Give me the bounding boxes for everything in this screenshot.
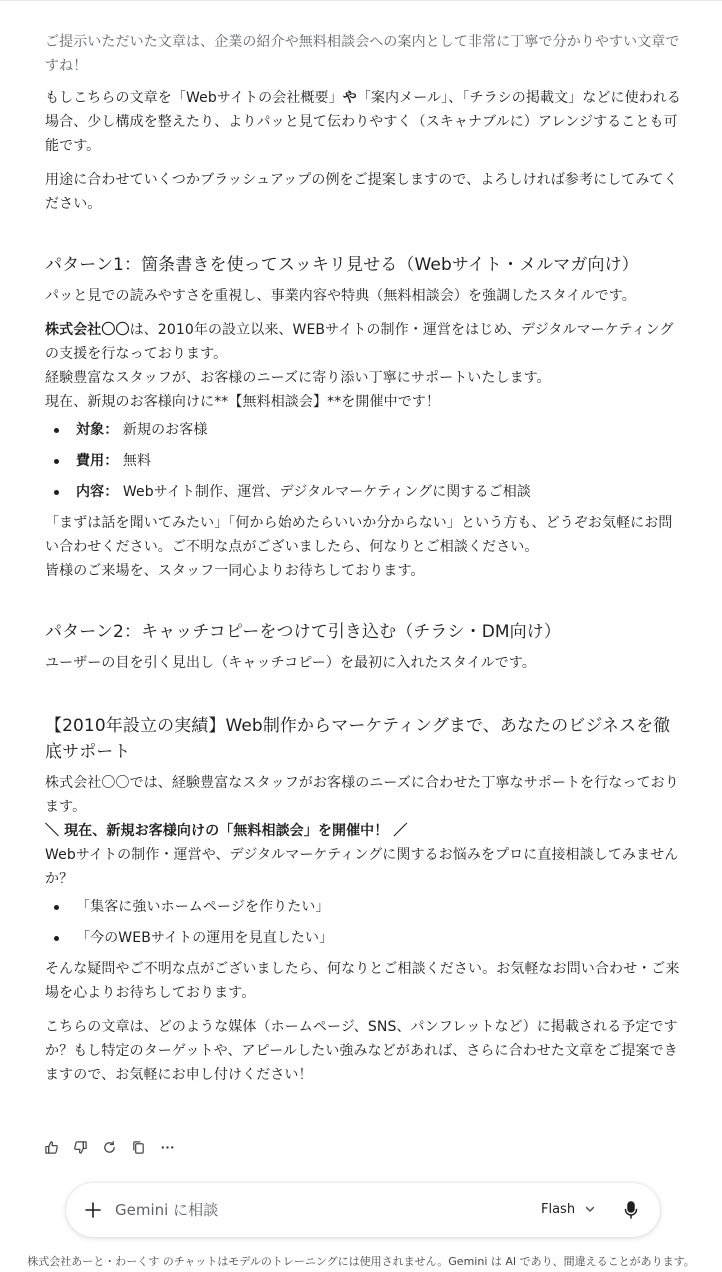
response-actions <box>44 1140 175 1155</box>
model-selector[interactable]: Flash <box>541 1202 576 1217</box>
intro-p2-part-b: 「案内メール」、「チラシの掲載文」などに使われる場合、少し構成を整えたり、よりパッと見て伝わりやすく（スキャナブルに）アレンジすることも可能です。 <box>45 90 681 154</box>
list-item: 「集客に強いホームページを作りたい」 <box>45 895 681 919</box>
microphone-icon[interactable] <box>623 1200 639 1220</box>
list-item: 「今のWEBサイトの運用を見直したい」 <box>45 926 681 950</box>
intro-p2-bold: や <box>342 90 357 106</box>
bullet-label: 対象： <box>76 422 119 438</box>
consultation-banner-bold: ＼ 現在、新規お客様向けの「無料相談会」を開催中！ ／ <box>45 823 408 839</box>
final-question: こちらの文章は、どのような媒体（ホームページ、SNS、パンフレットなど）に掲載される予定ですか？もし特定のターゲットや、アピールしたい強みなどがあれば、さらに合わせた文章をご提案できますので、お気軽にお申し付けください！ <box>45 1019 678 1083</box>
bullet-label: 内容： <box>76 484 119 500</box>
pattern1-heading: パターン1：箇条書きを使ってスッキリ見せる（Webサイト・メルマガ向け） <box>45 255 639 275</box>
bullet-value: 新規のお客様 <box>122 422 208 438</box>
pattern2-bullets <box>45 895 681 950</box>
pattern1-line3: 現在、新規のお客様向けに**【無料相談会】**を開催中です！ <box>45 394 440 410</box>
catch-copy-heading: 【2010年設立の実績】Web制作からマーケティングまで、あなたのビジネスを徹底サポート <box>45 716 671 762</box>
intro-paragraph-1: ご提示いただいた文章は、企業の紹介や無料相談会への案内として非常に丁寧で分かりやすい文章ですね！ <box>45 34 680 74</box>
intro-p2-part-a: もしこちらの文章を「Webサイトの会社概要」 <box>45 90 343 106</box>
pattern2-line3: Webサイトの制作・運営や、デジタルマーケティングに関するお悩みをプロに直接相談してみませんか？ <box>45 847 679 887</box>
pattern1-description: パッと見での読みやすさを重視し、事業内容や特典（無料相談会）を強調したスタイルです。 <box>45 288 636 304</box>
regenerate-icon[interactable] <box>102 1140 117 1155</box>
pattern1-closing-2: 皆様のご来場を、スタッフ一同心よりお待ちしております。 <box>45 563 425 579</box>
bullet-value: Webサイト制作、運営、デジタルマーケティングに関するご相談 <box>122 484 531 500</box>
prompt-input-bar[interactable] <box>66 1183 660 1237</box>
pattern1-line2: 経験豊富なスタッフが、お客様のニーズに寄り添い丁寧にサポートいたします。 <box>45 370 551 386</box>
more-icon[interactable] <box>160 1140 175 1155</box>
chevron-down-icon[interactable] <box>584 1203 596 1215</box>
bullet-value: 無料 <box>122 453 152 469</box>
pattern2-line1: 株式会社〇〇では、経験豊富なスタッフがお客様のニーズに合わせた丁寧なサポートを行なっております。 <box>45 775 679 815</box>
thumbs-up-icon[interactable] <box>44 1140 59 1155</box>
prompt-input[interactable]: Gemini に相談 <box>115 1201 219 1219</box>
pattern1-bullets <box>45 418 681 504</box>
company-name-bold: 株式会社〇〇 <box>45 322 130 338</box>
pattern1-line1-rest: は、2010年の設立以来、WEBサイトの制作・運営をはじめ、デジタルマーケティングの支援を行なっております。 <box>45 322 674 362</box>
intro-paragraph-2 <box>45 86 681 158</box>
intro-paragraph-3: 用途に合わせていくつかブラッシュアップの例をご提案しますので、よろしければ参考にしてみてください。 <box>45 172 678 212</box>
list-item <box>45 480 681 504</box>
thumbs-down-icon[interactable] <box>73 1140 88 1155</box>
pattern2-line2 <box>45 819 681 843</box>
pattern1-line1 <box>45 318 681 366</box>
response-content <box>45 30 681 1087</box>
list-item <box>45 418 681 442</box>
pattern2-description: ユーザーの目を引く見出し（キャッチコピー）を最初に入れたスタイルです。 <box>45 655 536 671</box>
add-icon[interactable] <box>83 1200 103 1220</box>
pattern2-closing: そんな疑問やご不明な点がございましたら、何なりとご相談ください。お気軽なお問い合わせ・ご来場を心よりお待ちしております。 <box>45 961 680 1001</box>
pattern1-closing-1: 「まずは話を聞いてみたい」「何から始めたらいいか分からない」という方も、どうぞお気軽にお問い合わせください。ご不明な点がございましたら、何なりとご相談ください。 <box>45 515 673 555</box>
copy-icon[interactable] <box>131 1140 146 1155</box>
pattern2-heading: パターン2：キャッチコピーをつけて引き込む（チラシ・DM向け） <box>45 622 561 642</box>
list-item <box>45 449 681 473</box>
footer-disclaimer: 株式会社あーと・わーくす のチャットはモデルのトレーニングには使用されません。Gemini は AI であり、間違えることがあります。 <box>27 1255 695 1268</box>
bullet-label: 費用： <box>76 453 119 469</box>
